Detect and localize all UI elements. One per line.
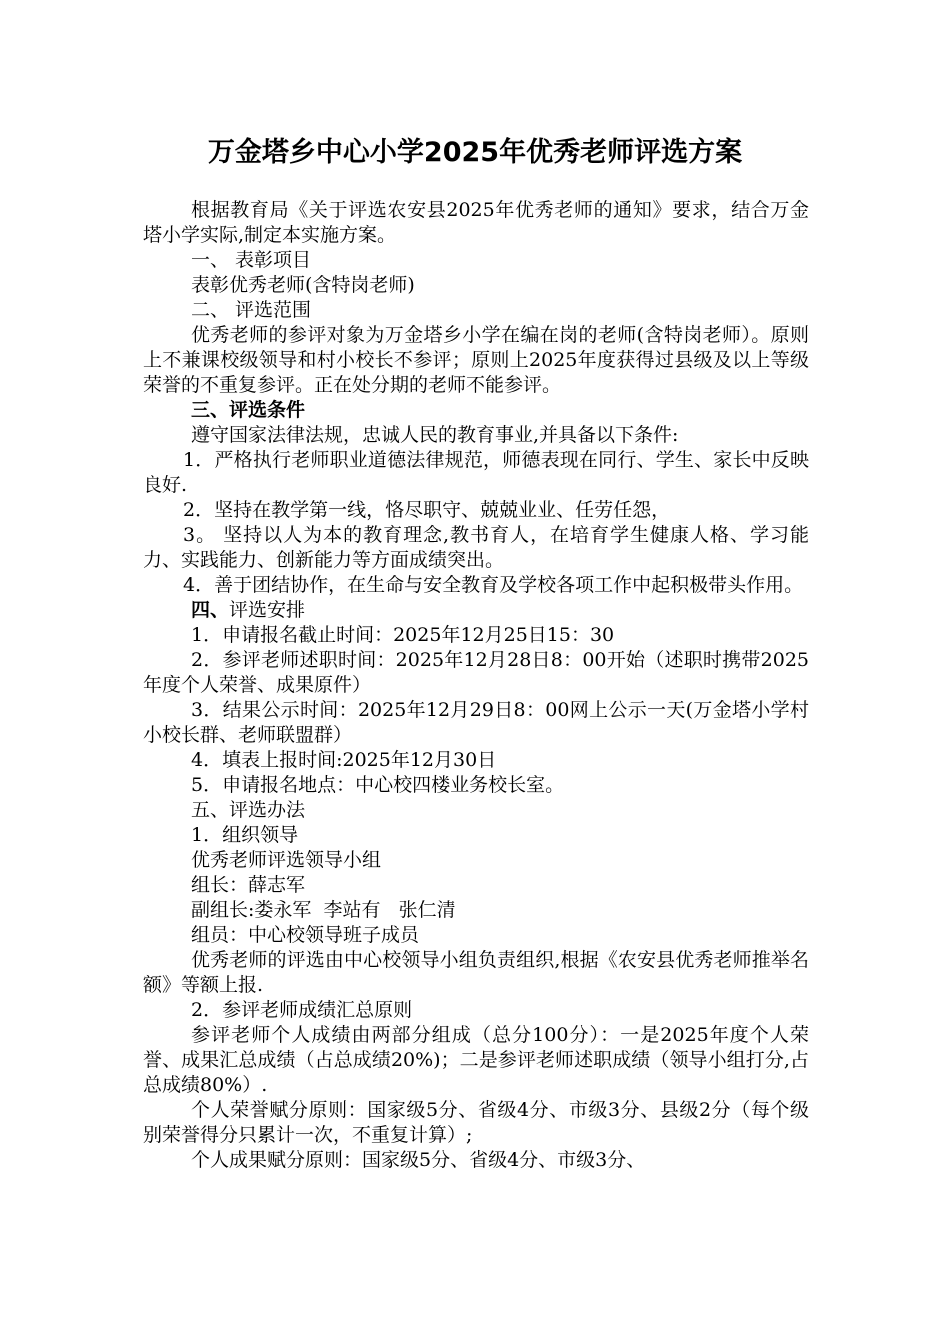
paragraph-conditions-intro: 遵守国家法律法规，忠诚人民的教育事业,并具备以下条件:	[191, 424, 679, 446]
paragraph-honor-scoring: 个人荣誉赋分原则：国家级5分、省级4分、市级3分、县级2分（每个级别荣誉得分只累计一次，不重复计算）;	[143, 1099, 809, 1146]
heading-selection-conditions: 三、评选条件	[191, 399, 306, 421]
arrangement-item-5: 5．申请报名地点：中心校四楼业务校长室。	[191, 774, 565, 796]
leadership-group-name: 优秀老师评选领导小组	[191, 849, 382, 871]
arrangement-item-2: 2．参评老师述职时间：2025年12月28日8：00开始（述职时携带2025年度个人荣誉、成果原件）	[143, 649, 809, 696]
group-members: 组员：中心校领导班子成员	[191, 924, 420, 946]
method-item-organization: 1．组织领导	[191, 824, 299, 846]
group-leader: 组长：薛志军	[191, 874, 306, 896]
method-item-score-principle: 2．参评老师成绩汇总原则	[191, 999, 413, 1021]
arrangement-item-4: 4．填表上报时间:2025年12月30日	[191, 749, 497, 771]
condition-item-3: 3。 坚持以人为本的教育理念,教书育人，在培育学生健康人格、学习能力、实践能力、创新能力等方面成绩突出。	[143, 524, 809, 571]
heading-selection-arrangement	[143, 598, 809, 623]
heading-selection-method: 五、评选办法	[191, 799, 306, 821]
paragraph-intro: 根据教育局《关于评选农安县2025年优秀老师的通知》要求，结合万金塔小学实际,制定本实施方案。	[143, 199, 809, 246]
document-body	[143, 198, 809, 1173]
condition-item-1: 1．严格执行老师职业道德法律规范，师德表现在同行、学生、家长中反映良好.	[143, 449, 809, 496]
paragraph-scope: 优秀老师的参评对象为万金塔乡小学在编在岗的老师(含特岗老师）。原则上不兼课校级领导和村小校长不参评；原则上2025年度获得过县级及以上等级荣誉的不重复参评。正在处分期的老师不能参评。	[143, 324, 809, 396]
document-title: 万金塔乡中心小学2025年优秀老师评选方案	[207, 137, 743, 168]
arrangement-item-3: 3．结果公示时间：2025年12月29日8：00网上公示一天(万金塔小学村小校长群、老师联盟群）	[143, 699, 809, 746]
arrangement-item-1: 1．申请报名截止时间：2025年12月25日15：30	[191, 624, 615, 646]
paragraph-commendation: 表彰优秀老师(含特岗老师)	[191, 274, 415, 296]
condition-item-4: 4．善于团结协作，在生命与安全教育及学校各项工作中起积极带头作用。	[183, 574, 804, 596]
heading-selection-scope: 二、 评选范围	[191, 299, 312, 321]
paragraph-achievement-scoring: 个人成果赋分原则：国家级5分、省级4分、市级3分、	[191, 1149, 646, 1171]
deputy-group-leaders: 副组长:娄永军 李站有 张仁清	[191, 899, 456, 921]
paragraph-organization-rule: 优秀老师的评选由中心校领导小组负责组织,根据《农安县优秀老师推举名额》等额上报.	[143, 949, 809, 996]
heading-commendation-items: 一、 表彰项目	[191, 249, 312, 271]
heading-text-arrangement: 评选安排	[229, 599, 306, 621]
paragraph-score-composition: 参评老师个人成绩由两部分组成（总分100分）：一是2025年度个人荣誉、成果汇总成绩（占总成绩20%)；二是参评老师述职成绩（领导小组打分,占总成绩80%）.	[143, 1024, 809, 1096]
heading-number-4: 四、	[191, 599, 230, 621]
condition-item-2: 2．坚持在教学第一线，恪尽职守、兢兢业业、任劳任怨，	[183, 499, 671, 521]
